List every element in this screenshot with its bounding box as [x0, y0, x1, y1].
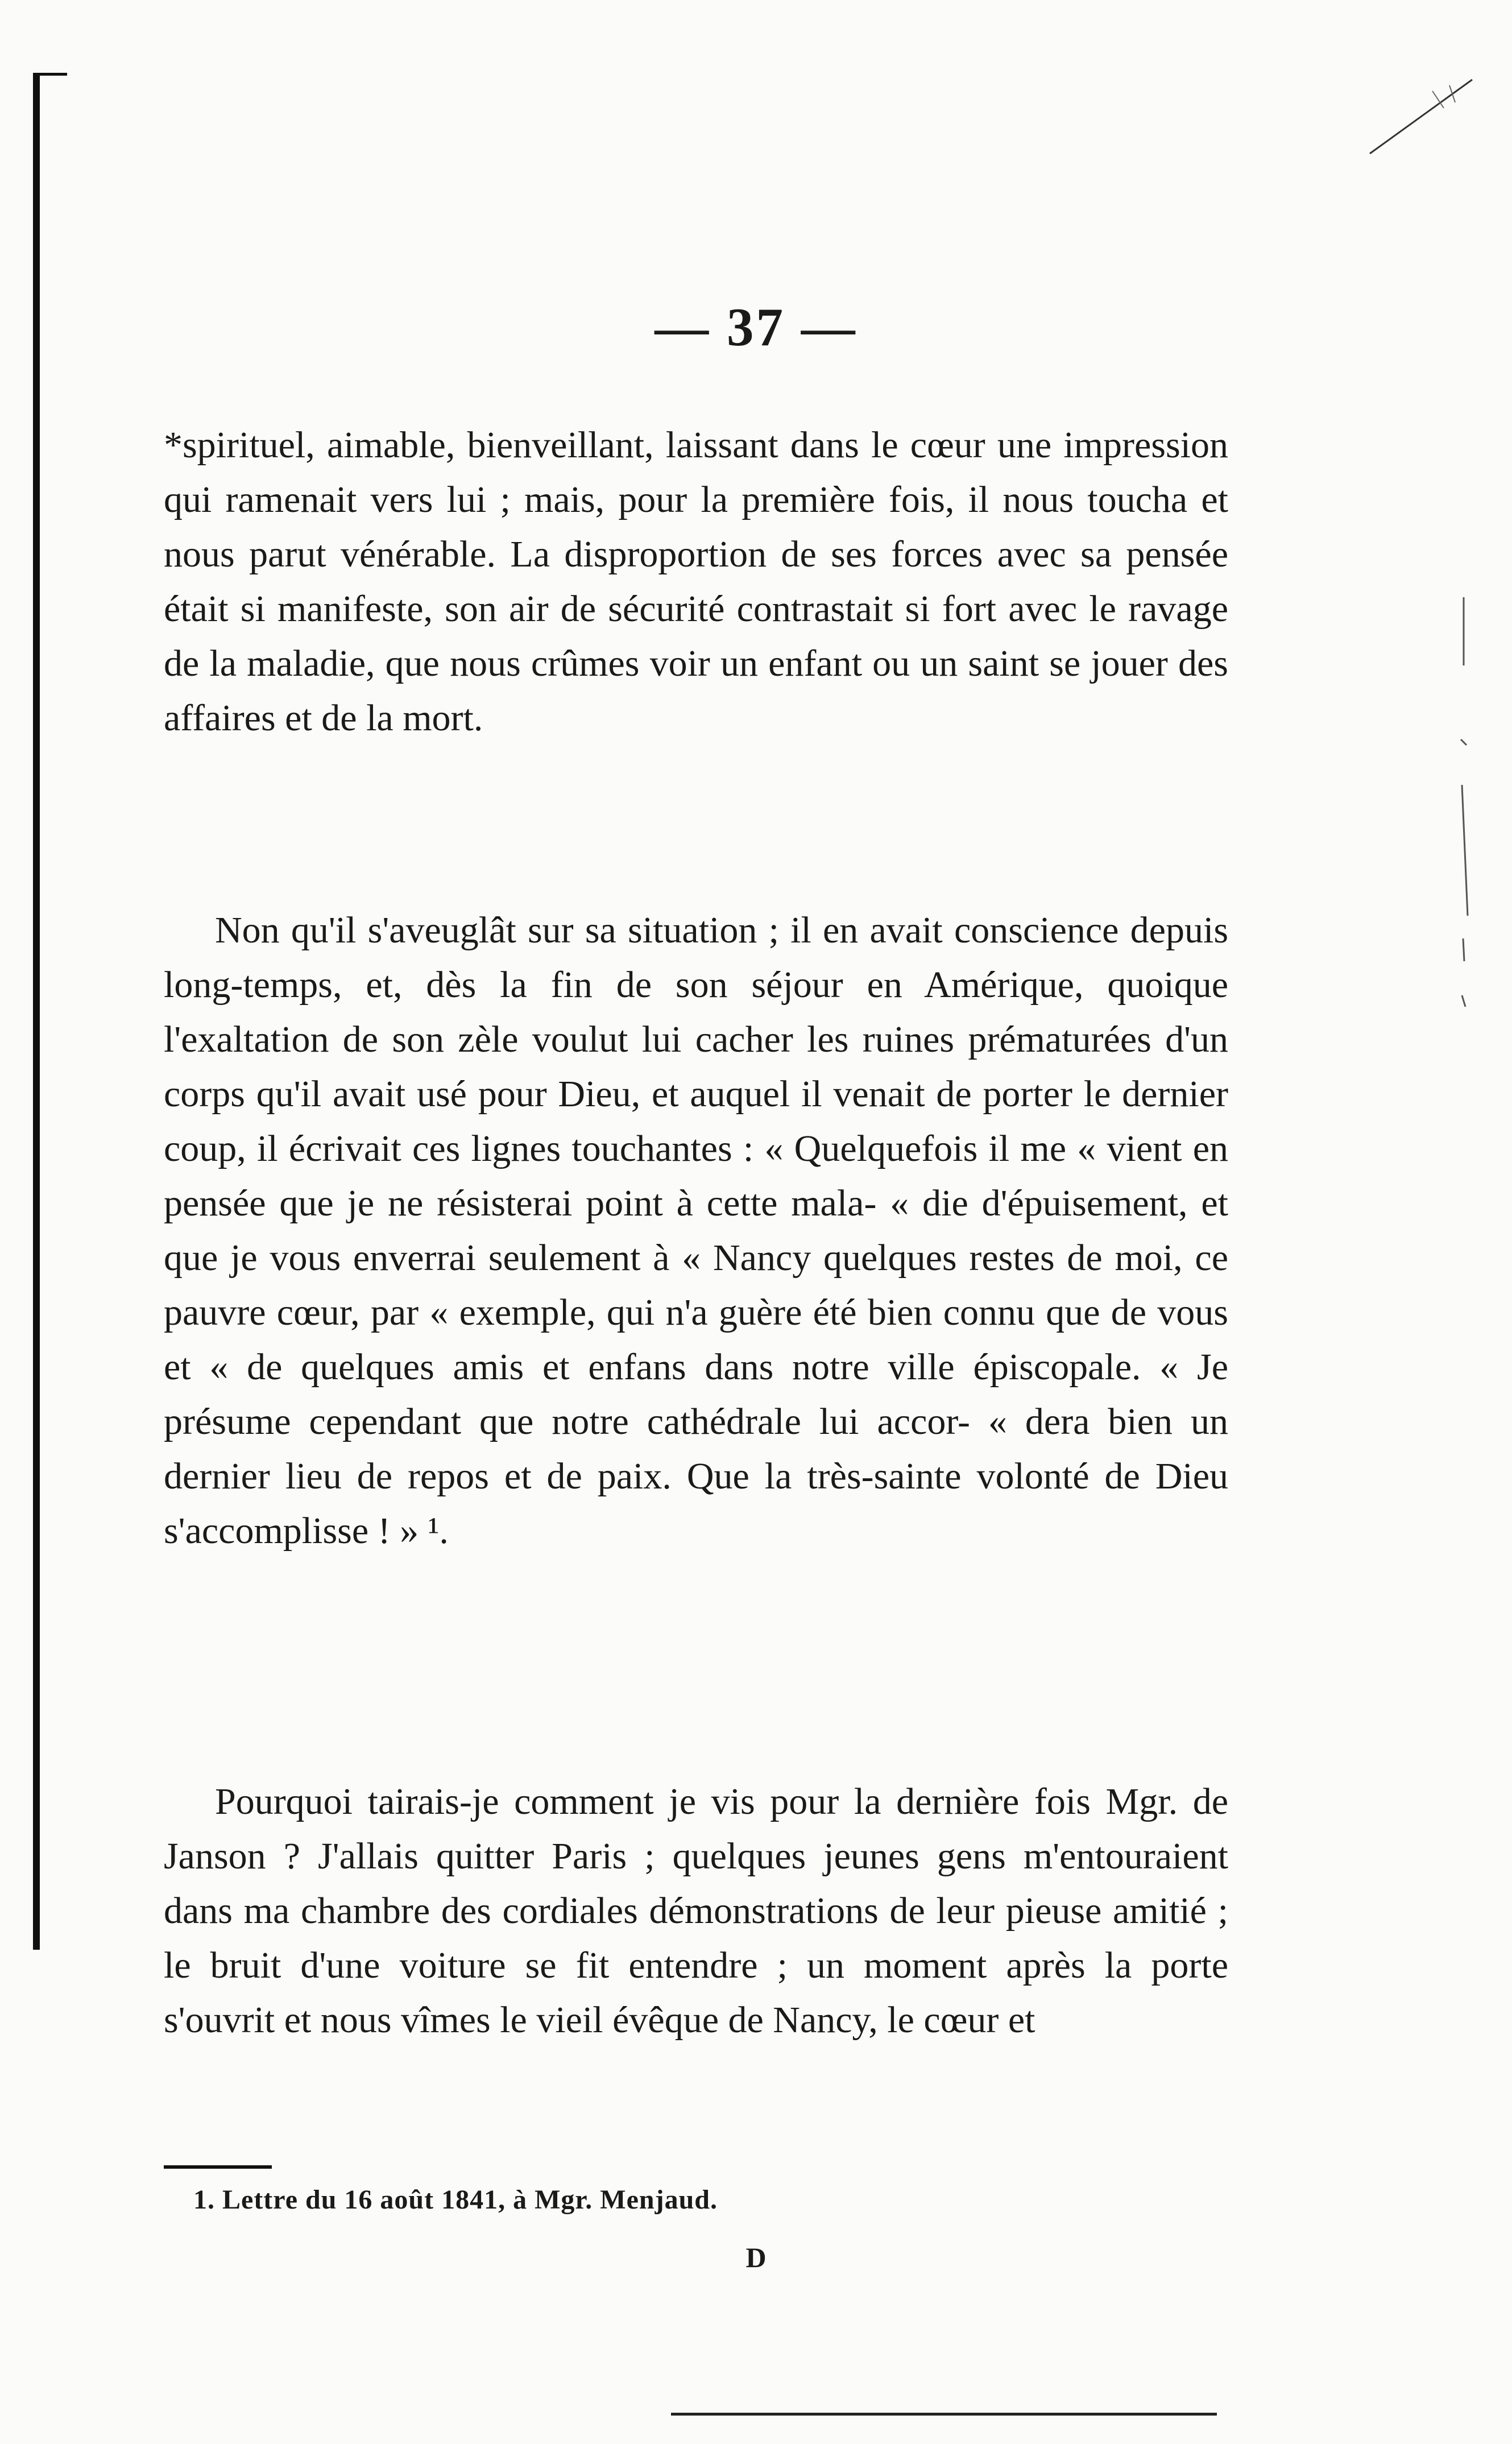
paragraph-3 [164, 1775, 1228, 2048]
corner-scratch-mark [1364, 68, 1478, 159]
paragraph-1-text: *spirituel, aimable, bienveillant, laissant dans le cœur une impression qui ramenait vers lui ; mais, pour la première fois, il nous toucha et nous parut vénérable. La disproportion de ses forces avec sa pensée était si manifeste, son air de sécurité contrastait si fort avec le ravage de la maladie, que nous crûmes voir un enfant ou un saint se jouer des affaires et de la mort. [164, 424, 1228, 739]
edge-noise-marks [1455, 597, 1472, 1109]
binding-top-edge [33, 73, 67, 76]
paragraph-2-text: Non qu'il s'aveuglât sur sa situation ; il en avait conscience depuis long-temps, et, dès la fin de son séjour en Amérique, quoique l'exaltation de son zèle voulut lui cacher les ruines prématurées d'un corps qu'il avait usé pour Dieu, et auquel il venait de porter le dernier coup, il écrivait ces lignes touchantes : « Quelquefois il me « vient en pensée que je ne résisterai point à cette mala- « die d'épuisement, et que je vous enverrai seulement à « Nancy quelques restes de moi, ce pauvre cœur, par « exemple, qui n'a guère été bien connu que de vous et « de quelques amis et enfans dans notre ville épiscopale. « Je présume cependant que notre cathédrale lui accor- « dera bien un dernier lieu de repos et de paix. Que la très-sainte volonté de Dieu s'accomplisse ! » ¹. [164, 909, 1228, 1552]
paragraph-1 [164, 418, 1228, 746]
bottom-rule [671, 2413, 1217, 2416]
page-number: — 37 — [654, 297, 858, 357]
paragraph-3-text: Pourquoi tairais-je comment je vis pour la dernière fois Mgr. de Janson ? J'allais quitter Paris ; quelques jeunes gens m'entouraient dans ma chambre des cordiales démonstrations de leur pieuse amitié ; le bruit d'une voiture se fit entendre ; un moment après la porte s'ouvrit et nous vîmes le vieil évêque de Nancy, le cœur et [164, 1781, 1228, 2041]
footnote-rule [164, 2165, 272, 2169]
footnote: 1. Lettre du 16 août 1841, à Mgr. Menjaud. [193, 2185, 718, 2215]
paragraph-2 [164, 903, 1228, 1558]
signature-mark: D [745, 2242, 767, 2273]
